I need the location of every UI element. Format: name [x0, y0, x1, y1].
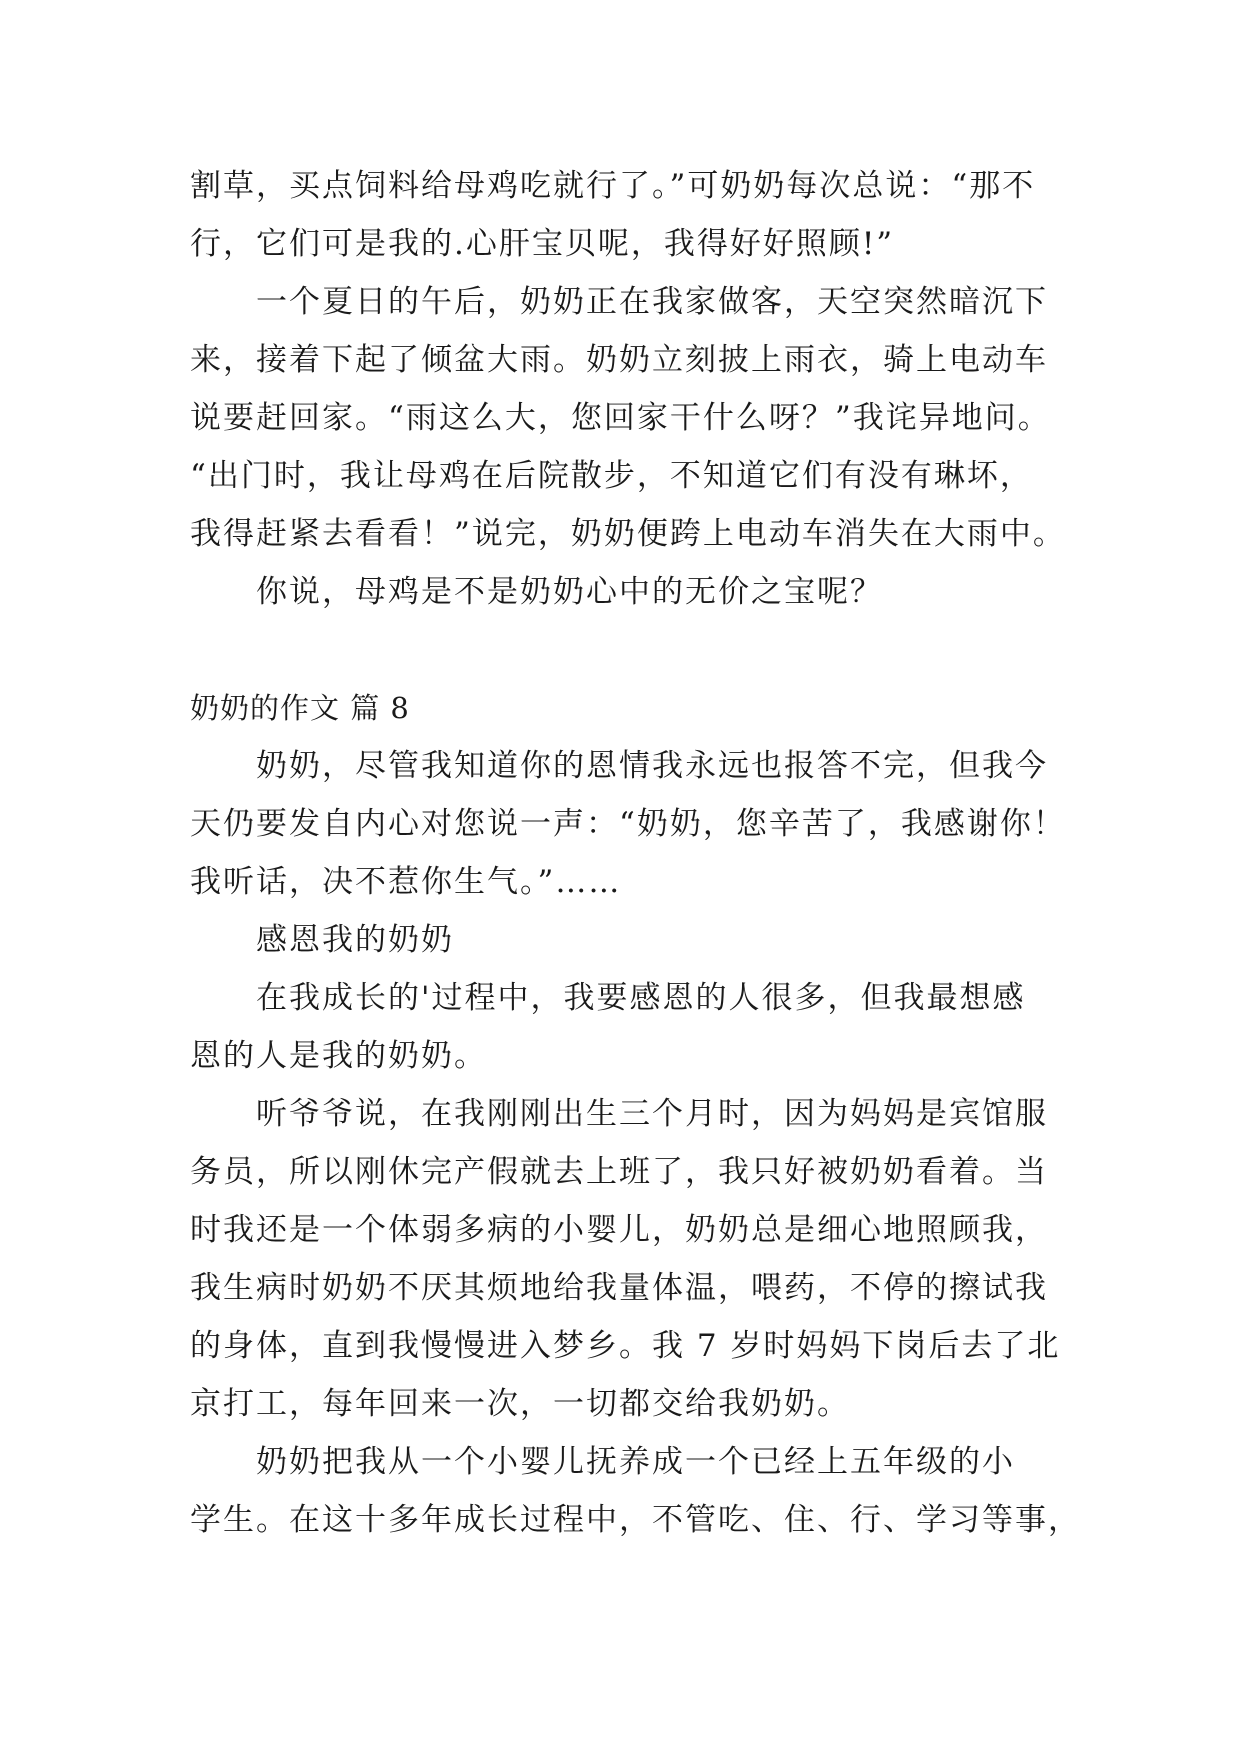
text-line: 奶奶把我从一个小婴儿抚养成一个已经上五年级的小: [256, 1444, 1015, 1480]
text-line: 听爷爷说，在我刚刚出生三个月时，因为妈妈是宾馆服: [256, 1096, 1048, 1132]
text-line: 学生。在这十多年成长过程中，不管吃、住、行、学习等事，: [190, 1502, 1081, 1538]
text-line: 我生病时奶奶不厌其烦地给我量体温，喂药，不停的擦试我: [190, 1270, 1048, 1306]
text-line: 割草，买点饲料给母鸡吃就行了。”可奶奶每次总说：“那不: [190, 168, 1036, 204]
text-line: 时我还是一个体弱多病的小婴儿，奶奶总是细心地照顾我，: [190, 1212, 1048, 1248]
text-line: 天仍要发自内心对您说一声：“奶奶，您辛苦了，我感谢你！: [190, 806, 1066, 842]
text-line: 在我成长的'过程中，我要感恩的人很多，但我最想感: [256, 980, 1026, 1016]
text-line: 你说，母鸡是不是奶奶心中的无价之宝呢？: [256, 574, 883, 610]
text-line: 行，它们可是我的.心肝宝贝呢，我得好好照顾!”: [190, 226, 895, 262]
text-line: 一个夏日的午后，奶奶正在我家做客，天空突然暗沉下: [256, 284, 1048, 320]
text-line: 我得赶紧去看看！”说完，奶奶便跨上电动车消失在大雨中。: [190, 516, 1066, 552]
text-line: “出门时，我让母鸡在后院散步，不知道它们有没有琳坏，: [190, 458, 1033, 494]
section-heading: 奶奶的作文 篇 8: [190, 691, 410, 725]
text-line: 的身体，直到我慢慢进入梦乡。我 7 岁时妈妈下岗后去了北: [190, 1328, 1061, 1364]
text-line: 说要赶回家。“雨这么大，您回家干什么呀？”我诧异地问。: [190, 400, 1051, 436]
text-line: 感恩我的奶奶: [256, 922, 454, 958]
text-line: 恩的人是我的奶奶。: [190, 1038, 487, 1074]
text-line: 奶奶，尽管我知道你的恩情我永远也报答不完，但我今: [256, 748, 1048, 784]
text-line: 京打工，每年回来一次，一切都交给我奶奶。: [190, 1386, 850, 1422]
text-line: 来，接着下起了倾盆大雨。奶奶立刻披上雨衣，骑上电动车: [190, 342, 1048, 378]
text-line: 务员，所以刚休完产假就去上班了，我只好被奶奶看着。当: [190, 1154, 1048, 1190]
text-line: 我听话，决不惹你生气。”……: [190, 864, 622, 900]
